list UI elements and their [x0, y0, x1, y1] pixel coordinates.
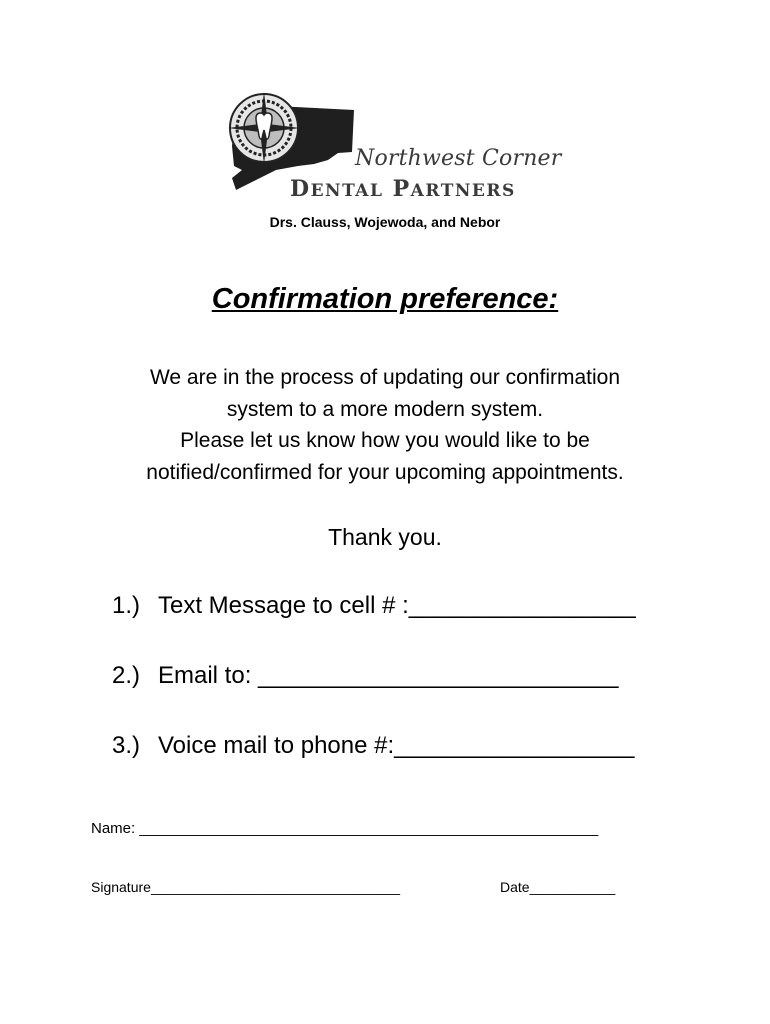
- logo-text-dental-partners: DENTAL PARTNERS: [290, 176, 516, 202]
- intro-line: system to a more modern system.: [226, 397, 544, 421]
- phone-number-field[interactable]: __________________: [394, 732, 635, 759]
- option-number: 3.): [112, 732, 141, 759]
- option-text-message: [112, 592, 636, 620]
- signature-row: [91, 879, 400, 895]
- practice-logo: [218, 90, 562, 210]
- signature-field[interactable]: ________________________________: [150, 879, 401, 895]
- cell-number-field[interactable]: _________________: [408, 592, 636, 619]
- intro-line: Please let us know how you would like to be: [180, 429, 590, 452]
- date-field[interactable]: ___________: [529, 879, 616, 895]
- doctors-line: Drs. Clauss, Wojewoda, and Nebor: [269, 214, 501, 230]
- option-label: Email to:: [158, 662, 259, 689]
- option-email: [112, 662, 618, 690]
- form-heading: Confirmation preference:: [211, 283, 559, 315]
- option-number: 1.): [112, 592, 141, 619]
- option-voice-mail: [112, 732, 634, 760]
- name-field[interactable]: _______________________________________________________: [139, 820, 599, 837]
- option-number: 2.): [112, 662, 141, 689]
- option-label: Text Message to cell # :: [158, 592, 409, 619]
- email-field[interactable]: ___________________________: [258, 662, 619, 689]
- logo-text-northwest-corner: Northwest Corner: [355, 146, 562, 171]
- name-label: Name:: [91, 820, 140, 837]
- intro-paragraph: [0, 362, 770, 488]
- date-row: [500, 879, 615, 895]
- thank-you-text: Thank you.: [328, 524, 442, 550]
- option-label: Voice mail to phone #:: [158, 732, 395, 759]
- intro-line: notified/confirmed for your upcoming appointments.: [146, 460, 624, 484]
- date-label: Date: [500, 879, 530, 895]
- name-row: [91, 820, 598, 837]
- intro-line: We are in the process of updating our confirmation: [149, 366, 621, 389]
- signature-label: Signature: [91, 879, 151, 895]
